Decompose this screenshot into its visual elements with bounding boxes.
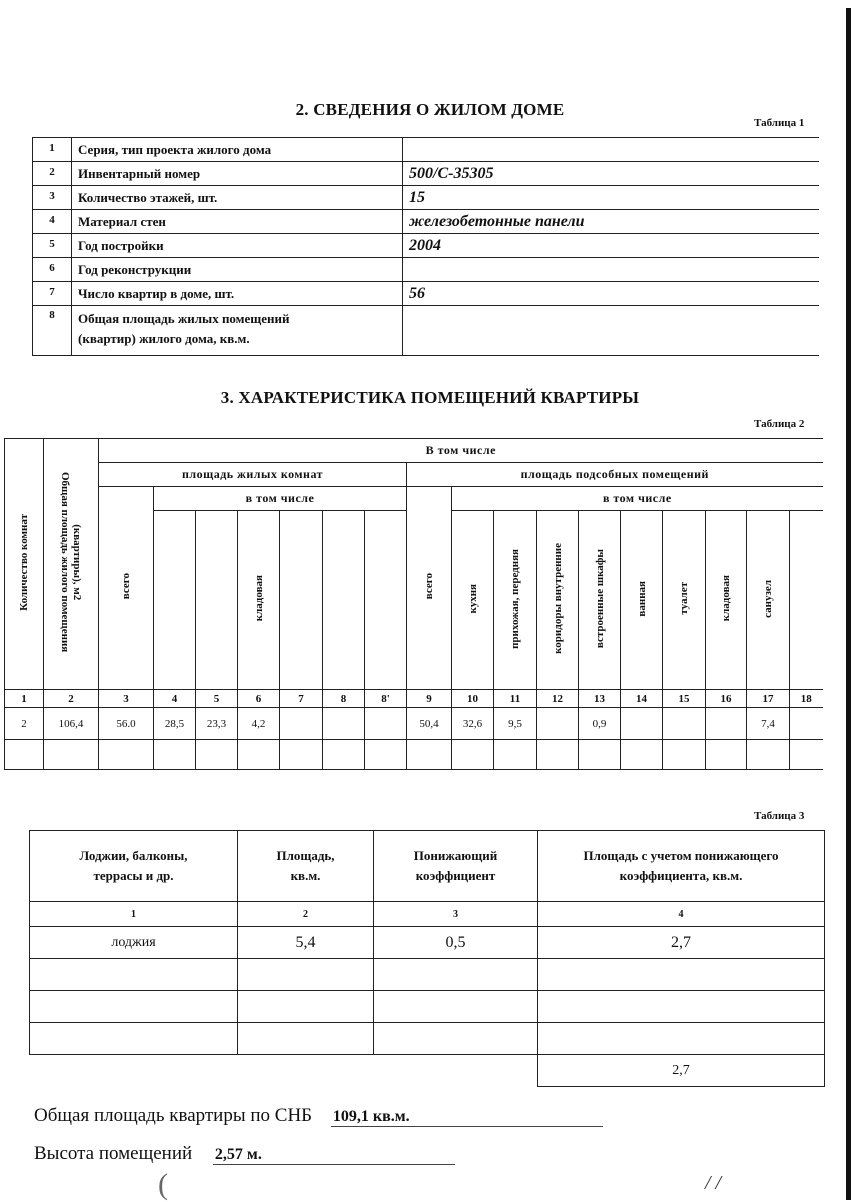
table-row bbox=[33, 138, 820, 162]
handwritten-bracket: ( bbox=[158, 1168, 168, 1201]
table-cell bbox=[238, 959, 374, 991]
column-number: 15 bbox=[663, 690, 706, 708]
total-area-line bbox=[34, 1105, 603, 1127]
row-value bbox=[403, 138, 820, 162]
header-closets: встроенные шкафы bbox=[579, 511, 621, 690]
header-aux-including: в том числе bbox=[452, 487, 823, 511]
header-col-4 bbox=[154, 511, 196, 690]
header-kitchen: кухня bbox=[452, 511, 494, 690]
column-number: 9 bbox=[407, 690, 452, 708]
table-cell: 7,4 bbox=[747, 708, 790, 740]
table-cell bbox=[706, 740, 747, 770]
header-coefficient: Понижающий коэффициент bbox=[374, 831, 538, 902]
total-area-value: 109,1 кв.м. bbox=[331, 1108, 603, 1127]
row-label bbox=[72, 306, 403, 356]
table-cell bbox=[621, 708, 663, 740]
header-bathroom: санузел bbox=[747, 511, 790, 690]
table3-label: Таблица 3 bbox=[754, 810, 805, 822]
table-cell bbox=[196, 740, 238, 770]
table-cell bbox=[537, 708, 579, 740]
table-cell bbox=[374, 959, 538, 991]
table-cell bbox=[99, 740, 154, 770]
header-pantry: кладовая bbox=[706, 511, 747, 690]
table-cell: 0,9 bbox=[579, 708, 621, 740]
table-row bbox=[33, 282, 820, 306]
column-number: 10 bbox=[452, 690, 494, 708]
column-numbers-row bbox=[5, 690, 823, 708]
scan-edge-bar bbox=[846, 8, 851, 1200]
row-label: Год реконструкции bbox=[72, 258, 403, 282]
table-cell bbox=[30, 991, 238, 1023]
header-hallway: прихожая, передняя bbox=[494, 511, 537, 690]
table-cell bbox=[154, 740, 196, 770]
table-row bbox=[30, 927, 825, 959]
header-col-8 bbox=[323, 511, 365, 690]
row-label-line1: Общая площадь жилых помещений bbox=[78, 311, 290, 326]
table-cell bbox=[30, 959, 238, 991]
column-number: 13 bbox=[579, 690, 621, 708]
table-row bbox=[33, 234, 820, 258]
table-row bbox=[5, 740, 823, 770]
table-row bbox=[33, 258, 820, 282]
table-row bbox=[33, 306, 820, 356]
table1-label: Таблица 1 bbox=[754, 117, 805, 129]
building-info-table bbox=[32, 137, 819, 356]
header-corridors: коридоры внутренние bbox=[537, 511, 579, 690]
column-number: 5 bbox=[196, 690, 238, 708]
column-number: 6 bbox=[238, 690, 280, 708]
row-label-line2: (квартир) жилого дома, кв.м. bbox=[78, 331, 250, 346]
table-cell bbox=[747, 740, 790, 770]
table-cell bbox=[323, 708, 365, 740]
column-number: 17 bbox=[747, 690, 790, 708]
column-number: 3 bbox=[374, 902, 538, 927]
column-number: 8' bbox=[365, 690, 407, 708]
row-number: 7 bbox=[33, 282, 72, 306]
table-cell bbox=[5, 740, 44, 770]
table-cell bbox=[579, 740, 621, 770]
table-cell bbox=[323, 740, 365, 770]
column-number: 1 bbox=[30, 902, 238, 927]
balconies-table bbox=[29, 830, 825, 1087]
table-cell bbox=[280, 740, 323, 770]
header-rooms-count: Количество комнат bbox=[5, 439, 44, 690]
column-number: 1 bbox=[5, 690, 44, 708]
header-reduced-area: Площадь с учетом понижающего коэффициента, кв.м. bbox=[538, 831, 825, 902]
row-label: Материал стен bbox=[72, 210, 403, 234]
table-cell: 50,4 bbox=[407, 708, 452, 740]
table-cell bbox=[238, 991, 374, 1023]
column-number: 12 bbox=[537, 690, 579, 708]
build-year-value: 2004 bbox=[403, 234, 820, 258]
header-including: В том числе bbox=[99, 439, 823, 463]
table-cell bbox=[663, 740, 706, 770]
row-value bbox=[403, 306, 820, 356]
signature-mark: / / bbox=[705, 1172, 722, 1194]
table-cell bbox=[790, 740, 823, 770]
table-cell bbox=[280, 708, 323, 740]
header-toilet: туалет bbox=[663, 511, 706, 690]
table-cell bbox=[790, 708, 823, 740]
room-height-value: 2,57 м. bbox=[213, 1146, 455, 1165]
table-cell bbox=[238, 740, 280, 770]
table-cell bbox=[30, 1023, 238, 1055]
table-cell bbox=[706, 708, 747, 740]
table-row bbox=[30, 959, 825, 991]
row-number: 1 bbox=[33, 138, 72, 162]
header-aux-total: всего bbox=[407, 487, 452, 690]
column-number: 7 bbox=[280, 690, 323, 708]
table-cell: 2 bbox=[5, 708, 44, 740]
column-numbers-row bbox=[30, 902, 825, 927]
column-number: 4 bbox=[538, 902, 825, 927]
header-balconies: Лоджии, балконы, террасы и др. bbox=[30, 831, 238, 902]
table-row bbox=[30, 1023, 825, 1055]
row-number: 6 bbox=[33, 258, 72, 282]
table-cell: 32,6 bbox=[452, 708, 494, 740]
balcony-area: 5,4 bbox=[238, 927, 374, 959]
balcony-type: лоджия bbox=[30, 927, 238, 959]
table-cell: 23,3 bbox=[196, 708, 238, 740]
table-cell bbox=[365, 708, 407, 740]
table-cell: 28,5 bbox=[154, 708, 196, 740]
header-living-area: площадь жилых комнат bbox=[99, 463, 407, 487]
header-bath: ванная bbox=[621, 511, 663, 690]
table-cell bbox=[621, 740, 663, 770]
balcony-coefficient: 0,5 bbox=[374, 927, 538, 959]
rooms-characteristics-table bbox=[4, 438, 823, 770]
header-col-18 bbox=[790, 511, 823, 690]
table-cell bbox=[494, 740, 537, 770]
column-number: 2 bbox=[238, 902, 374, 927]
header-col-7 bbox=[280, 511, 323, 690]
reduced-area-total: 2,7 bbox=[538, 1055, 825, 1087]
table-row bbox=[33, 210, 820, 234]
room-height-label: Высота помещений bbox=[34, 1143, 193, 1164]
table-cell bbox=[538, 959, 825, 991]
header-living-pantry: кладовая bbox=[238, 511, 280, 690]
row-label: Инвентарный номер bbox=[72, 162, 403, 186]
header-aux-area: площадь подсобных помещений bbox=[407, 463, 823, 487]
table-cell: 9,5 bbox=[494, 708, 537, 740]
column-number: 18 bbox=[790, 690, 823, 708]
room-height-line bbox=[34, 1143, 455, 1165]
table-cell bbox=[374, 1023, 538, 1055]
column-number: 11 bbox=[494, 690, 537, 708]
table-row bbox=[30, 991, 825, 1023]
header-living-total: всего bbox=[99, 487, 154, 690]
header-col-8p bbox=[365, 511, 407, 690]
column-number: 3 bbox=[99, 690, 154, 708]
table-row bbox=[33, 162, 820, 186]
row-number: 5 bbox=[33, 234, 72, 258]
blank-cell bbox=[30, 1055, 538, 1087]
table-cell bbox=[538, 1023, 825, 1055]
row-label: Серия, тип проекта жилого дома bbox=[72, 138, 403, 162]
column-number: 16 bbox=[706, 690, 747, 708]
header-col-5 bbox=[196, 511, 238, 690]
apartments-count-value: 56 bbox=[403, 282, 820, 306]
column-number: 4 bbox=[154, 690, 196, 708]
row-number: 4 bbox=[33, 210, 72, 234]
section3-title: 3. ХАРАКТЕРИСТИКА ПОМЕЩЕНИЙ КВАРТИРЫ bbox=[220, 388, 640, 407]
table-cell bbox=[452, 740, 494, 770]
column-number: 2 bbox=[44, 690, 99, 708]
column-number: 14 bbox=[621, 690, 663, 708]
table-cell bbox=[374, 991, 538, 1023]
row-label: Количество этажей, шт. bbox=[72, 186, 403, 210]
row-number: 3 bbox=[33, 186, 72, 210]
table-cell bbox=[538, 991, 825, 1023]
section2-title: 2. СВЕДЕНИЯ О ЖИЛОМ ДОМЕ bbox=[295, 100, 565, 119]
header-total-area: Общая площадь жилого помещения (квартиры), м2 bbox=[44, 439, 99, 690]
table-cell bbox=[238, 1023, 374, 1055]
header-living-including: в том числе bbox=[154, 487, 407, 511]
table-cell bbox=[365, 740, 407, 770]
row-number: 8 bbox=[33, 306, 72, 356]
row-value bbox=[403, 258, 820, 282]
table-cell bbox=[407, 740, 452, 770]
table-row bbox=[5, 708, 823, 740]
row-label: Год постройки bbox=[72, 234, 403, 258]
column-number: 8 bbox=[323, 690, 365, 708]
floors-value: 15 bbox=[403, 186, 820, 210]
table-row bbox=[33, 186, 820, 210]
table-cell: 4,2 bbox=[238, 708, 280, 740]
inventory-number-value: 500/С-35305 bbox=[403, 162, 820, 186]
total-row bbox=[30, 1055, 825, 1087]
table2-label: Таблица 2 bbox=[754, 418, 805, 430]
row-number: 2 bbox=[33, 162, 72, 186]
table-cell: 56.0 bbox=[99, 708, 154, 740]
wall-material-value: железобетонные панели bbox=[403, 210, 820, 234]
table-cell bbox=[44, 740, 99, 770]
row-label: Число квартир в доме, шт. bbox=[72, 282, 403, 306]
table-cell bbox=[537, 740, 579, 770]
header-area: Площадь, кв.м. bbox=[238, 831, 374, 902]
table-cell bbox=[663, 708, 706, 740]
total-area-label: Общая площадь квартиры по СНБ bbox=[34, 1105, 313, 1126]
balcony-reduced-area: 2,7 bbox=[538, 927, 825, 959]
table-cell: 106,4 bbox=[44, 708, 99, 740]
table-header-row bbox=[30, 831, 825, 902]
